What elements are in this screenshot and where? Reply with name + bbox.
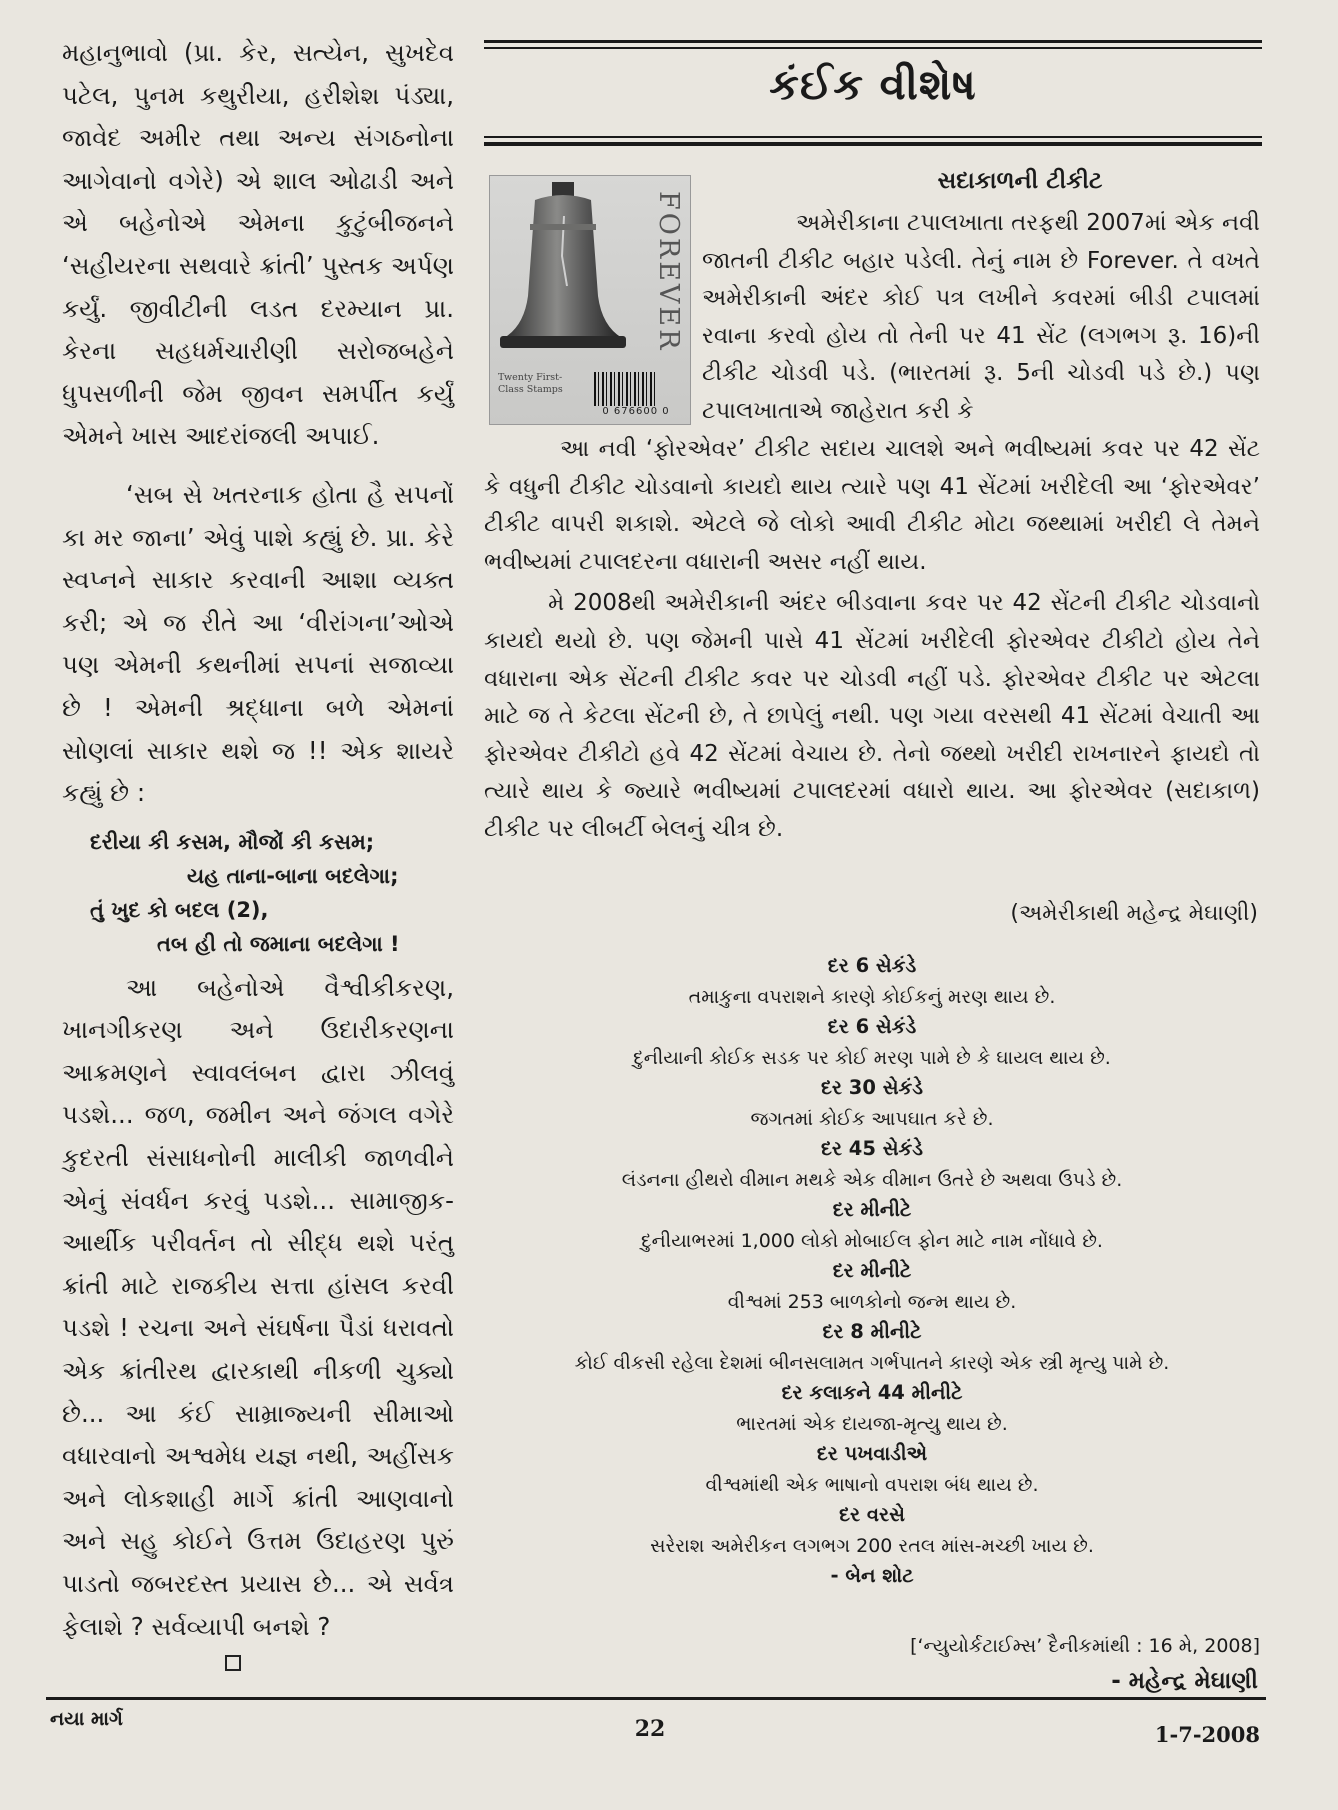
fact-text: દુનીયાભરમાં 1,000 લોકો મોબાઈલ ફોન માટે નામ નોંધાવે છે. [641, 1229, 1103, 1252]
fact-heading: દર 6 સેકંડે [827, 954, 917, 977]
publication-name: નયા માર્ગ [50, 1708, 123, 1730]
poem-line: યહ તાના-બાના બદલેગા; [187, 863, 399, 888]
top-rule [484, 40, 1262, 43]
barcode-number: 0 676600 0 [602, 406, 670, 417]
stamp-forever-word: FOREVER [653, 191, 684, 353]
fact-heading: દર કલાકને 44 મીનીટે [781, 1381, 963, 1404]
top-rule-thin [484, 47, 1262, 49]
left-paragraph-2: ‘સબ સે ખતરનાક હોતા હૈ સપનોં કા મર જાના’ એવું પાશે કહ્યું છે. પ્રા. કેરે સ્વપ્નને સાકાર કરવાની આશા વ્યક્ત કરી; એ જ રીતે આ ‘વીરાંગના’ઓએ પણ એમની કથનીમાં સપનાં સજાવ્યા છે ! એમની શ્રદ્ધાના બળે એમનાં સોણલાં સાકાર થશે જ !! એક શાયરે કહ્યું છે : [62, 479, 454, 808]
article-title: સદાકાળની ટીકીટ [937, 168, 1103, 194]
left-paragraph-1: મહાનુભાવો (પ્રા. કેર, સત્યેન, સુખદેવ પટેલ, પુનમ કથુરીયા, હરીશેશ પંડ્યા, જાવેદ અમીર તથા અન્ય સંગઠનોના આગેવાનો વગેરે) એ શાલ ઓઢાડી અને એ બહેનોએ એમના કુટુંબીજનને ‘સહીયરના સથવારે ક્રાંતી’ પુસ્તક અર્પણ કર્યું. જીવીટીની લડત દરમ્યાન પ્રા. કેરના સહધર્મચારીણી સરોજબહેને ધુપસળીની જેમ જીવન સમર્પીત કર્યું એમને ખાસ આદરાંજલી અપાઈ. [62, 38, 454, 451]
fact-heading: દર મીનીટે [832, 1198, 912, 1221]
poem-line: દરીયા કી કસમ, મૌજોં કી કસમ; [90, 829, 375, 854]
article-credit: (અમેરીકાથી મહેન્દ્ર મેઘાણી) [1010, 901, 1258, 926]
fact-text: લંડનના હીથરો વીમાન મથકે એક વીમાન ઉતરે છે અથવા ઉપડે છે. [621, 1168, 1123, 1191]
fact-text: ભારતમાં એક દાયજા-મૃત્યુ થાય છે. [736, 1412, 1008, 1435]
fact-heading: દર 30 સેકંડે [821, 1076, 923, 1099]
article-paragraph-1-continued: આ નવી ‘ફોરએવર’ ટીકીટ સદાય ચાલશે અને ભવીષ્યમાં કવર પર 42 સેંટ કે વધુની ટીકીટ ચોડવાનો કાયદો થાય ત્યારે પણ 41 સેંટમાં ખરીદેલી આ ‘ફોરએવર’ ટીકીટ વાપરી શકાશે. એટલે જે લોકો આવી ટીકીટ મોટા જથ્થામાં ખરીદી લે તેમને ભવીષ્યમાં ટપાલદરના વધારાની અસર નહીં થાય. [484, 436, 1260, 575]
fact-heading: દર 8 મીનીટે [822, 1320, 922, 1343]
facts-byline: - બેન શોટ [830, 1564, 914, 1587]
section-title: કંઈક વીશેષ [769, 60, 977, 109]
fact-heading: દર મીનીટે [832, 1259, 912, 1282]
article-text-beside-image [702, 205, 1260, 431]
poem-line: તબ હી તો જમાના બદલેગા ! [157, 931, 400, 956]
facts-source: [‘ન્યુયોર્કટાઈમ્સ’ દૈનીકમાંથી : 16 મે, 2008] [910, 1635, 1260, 1657]
article-text-full-width [484, 431, 1260, 849]
fact-text: સરેરાશ અમેરીકન લગભગ 200 રતલ માંસ-મચ્છી ખાય છે. [650, 1534, 1094, 1557]
facts-list [484, 951, 1260, 1592]
poem-line: તું ખુદ કો બદલ (2), [90, 897, 269, 922]
footer-rule [46, 1697, 1266, 1700]
title-rule [484, 142, 1262, 146]
barcode-icon [594, 372, 658, 406]
left-column [62, 32, 454, 1648]
poem [62, 825, 454, 961]
left-paragraph-3: આ બહેનોએ વૈશ્વીકીકરણ, ખાનગીકરણ અને ઉદારીકરણના આક્રમણને સ્વાવલંબન દ્વારા ઝીલવું પડશે... જળ, જમીન અને જંગલ વગેરે કુદરતી સંસાધનોની માલીકી જાળવીને એનું સંવર્ધન કરવું પડશે... સામાજીક-આર્થીક પરીવર્તન તો સીદ્ધ થશે પરંતુ ક્રાંતી માટે રાજકીય સત્તા હાંસલ કરવી પડશે ! રચના અને સંઘર્ષના પૈડાં ધરાવતો એક ક્રાંતીરથ દ્વારકાથી નીકળી ચુક્યો છે... આ કંઈ સામ્રાજ્યની સીમાઓ વધારવાનો અશ્વમેધ યજ્ઞ નથી, અહીંસક અને લોકશાહી માર્ગે ક્રાંતી આણવાનો અને સહુ કોઈને ઉત્તમ ઉદાહરણ પુરું પાડતો જબરદસ્ત પ્રયાસ છે... એ સર્વત્ર ફેલાશે ? સર્વવ્યાપી બનશે ? [62, 972, 454, 1641]
article-paragraph-1: અમેરીકાના ટપાલખાતા તરફથી 2007માં એક નવી જાતની ટીકીટ બહાર પડેલી. તેનું નામ છે Forever. તે વખતે અમેરીકાની અંદર કોઈ પત્ર લખીને કવરમાં બીડી ટપાલમાં રવાના કરવો હોય તો તેની પર 41 સેંટ (લગભગ રૂ. 16)ની ટીકીટ ચોડવી પડે. (ભારતમાં રૂ. 5ની ચોડવી પડે છે.) પણ ટપાલખાતાએ જાહેરાત કરી કે [702, 210, 1260, 424]
fact-text: વીશ્વમાંથી એક ભાષાનો વપરાશ બંધ થાય છે. [705, 1473, 1039, 1496]
end-mark-box-icon [225, 1655, 241, 1671]
fact-text: દુનીયાની કોઈક સડક પર કોઈ મરણ પામે છે કે ઘાયલ થાય છે. [633, 1046, 1111, 1069]
fact-heading: દર 45 સેકંડે [821, 1137, 923, 1160]
title-rule-thin [484, 136, 1262, 138]
fact-text: કોઈ વીકસી રહેલા દેશમાં બીનસલામત ગર્ભપાતને કારણે એક સ્ત્રી મૃત્યુ પામે છે. [574, 1351, 1170, 1374]
fact-text: તમાકુના વપરાશને કારણે કોઈકનું મરણ થાય છે. [688, 985, 1056, 1008]
forever-stamp-image [489, 175, 691, 425]
fact-heading: દર પખવાડીએ [816, 1442, 928, 1465]
fact-heading: દર 6 સેકંડે [827, 1015, 917, 1038]
fact-text: વીશ્વમાં 253 બાળકોનો જન્મ થાય છે. [727, 1290, 1017, 1313]
page-number: 22 [634, 1716, 666, 1742]
author-signature: - મહેન્દ્ર મેઘાણી [1111, 1668, 1258, 1694]
issue-date: 1-7-2008 [1154, 1722, 1260, 1747]
fact-text: જગતમાં કોઈક આપઘાત કરે છે. [750, 1107, 994, 1130]
liberty-bell-icon [490, 176, 640, 366]
fact-heading: દર વરસે [839, 1503, 905, 1526]
article-paragraph-2: મે 2008થી અમેરીકાની અંદર બીડવાના કવર પર 42 સેંટની ટીકીટ ચોડવાનો કાયદો થયો છે. પણ જેમની પાસે 41 સેંટમાં ખરીદેલી ફોરએવર ટીકીટો હોય તેને વધારાના એક સેંટની ટીકીટ કવર પર ચોડવી નહીં પડે. ફોરએવર ટીકીટ પર એટલા માટે જ તે કેટલા સેંટની છે, તે છાપેલું નથી. પણ ગયા વરસથી 41 સેંટમાં વેચાતી આ ફોરએવર ટીકીટો હવે 42 સેંટમાં વેચાય છે. તેનો જથ્થો ખરીદી રાખનારને ફાયદો તો ત્યારે થાય કે જ્યારે ભવીષ્યમાં ટપાલદરમાં વધારો થાય. આ ફોરએવર (સદાકાળ) ટીકીટ પર લીબર્ટી બેલનું ચીત્ર છે. [484, 590, 1260, 842]
stamp-small-text: Twenty First-Class Stamps [498, 372, 563, 395]
